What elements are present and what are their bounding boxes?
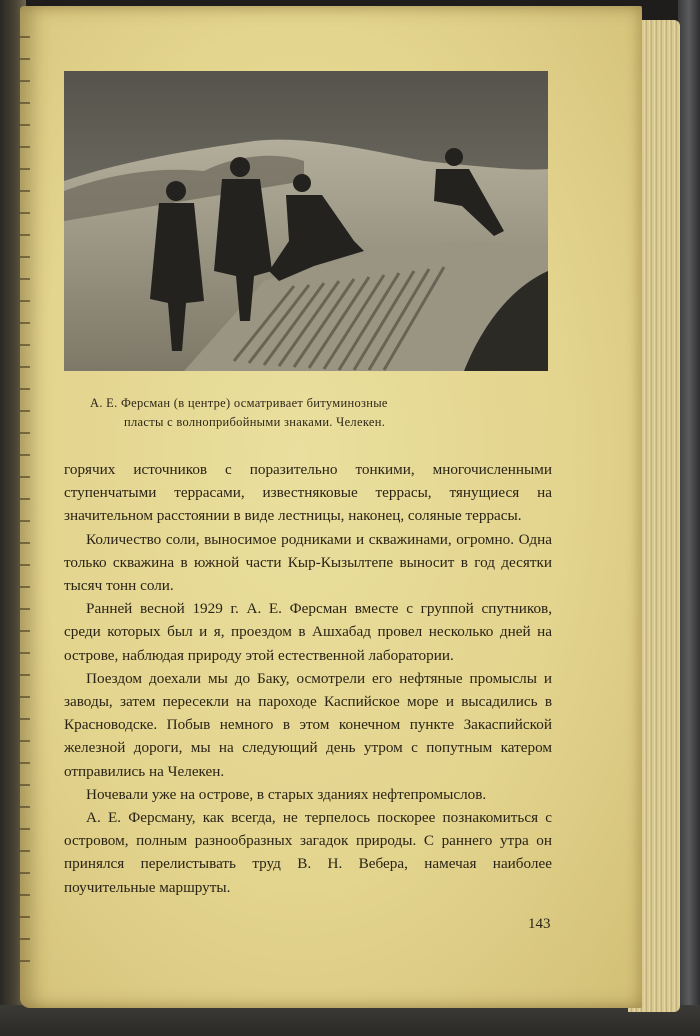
caption-line-2: пласты с волноприбойными знаками. Челекен. (124, 415, 386, 429)
paragraph: А. Е. Ферсману, как всегда, не терпелось поскорее познакомиться с островом, полным разнообразных загадок природы. С раннего утра он принялся перелистывать труд В. Н. Вебера, намечая наиболее поучительные маршруты. (64, 809, 552, 896)
book-cover-bottom (0, 1005, 700, 1036)
paragraph: Ранней весной 1929 г. А. Е. Ферсман вместе с группой спутников, среди которых был и я, проездом в Ашхабад провел несколько дней на острове, наблюдая природу этой естественной лаборатории. (64, 600, 552, 664)
book-cover-right (678, 0, 700, 1036)
paragraph: Ночевали уже на острове, в старых зданиях нефтепромыслов. (86, 785, 487, 803)
photograph (64, 71, 548, 371)
paragraph: Поездом доехали мы до Баку, осмотрели его нефтяные промыслы и заводы, затем пересекли на пароходе Каспийское море и высадились в Красноводске. Побыв немного в этом конечном пункте Закаспийской железной дороги, мы на следующий день утром с попутным катером отправились на Челекен. (64, 669, 552, 780)
body-text (64, 458, 552, 899)
page-number: 143 (528, 916, 551, 932)
paragraph: Количество соли, выносимое родниками и скважинами, огромно. Одна только скважина в южной части Кыр-Кызылтепе выносит в год десятки тысяч тонн соли. (64, 530, 552, 595)
photo-caption (90, 394, 530, 432)
book-page (20, 6, 642, 1008)
photo-scene (64, 71, 548, 371)
paragraph: горячих источников с поразительно тонкими, многочисленными ступенчатыми террасами, известняковые террасы, тянущиеся на значительном расстоянии в виде лестницы, наконец, соляные террасы. (64, 461, 552, 525)
previous-page-edge (20, 36, 30, 976)
caption-line-1: А. Е. Ферсман (в центре) осматривает битуминозные (90, 396, 388, 410)
